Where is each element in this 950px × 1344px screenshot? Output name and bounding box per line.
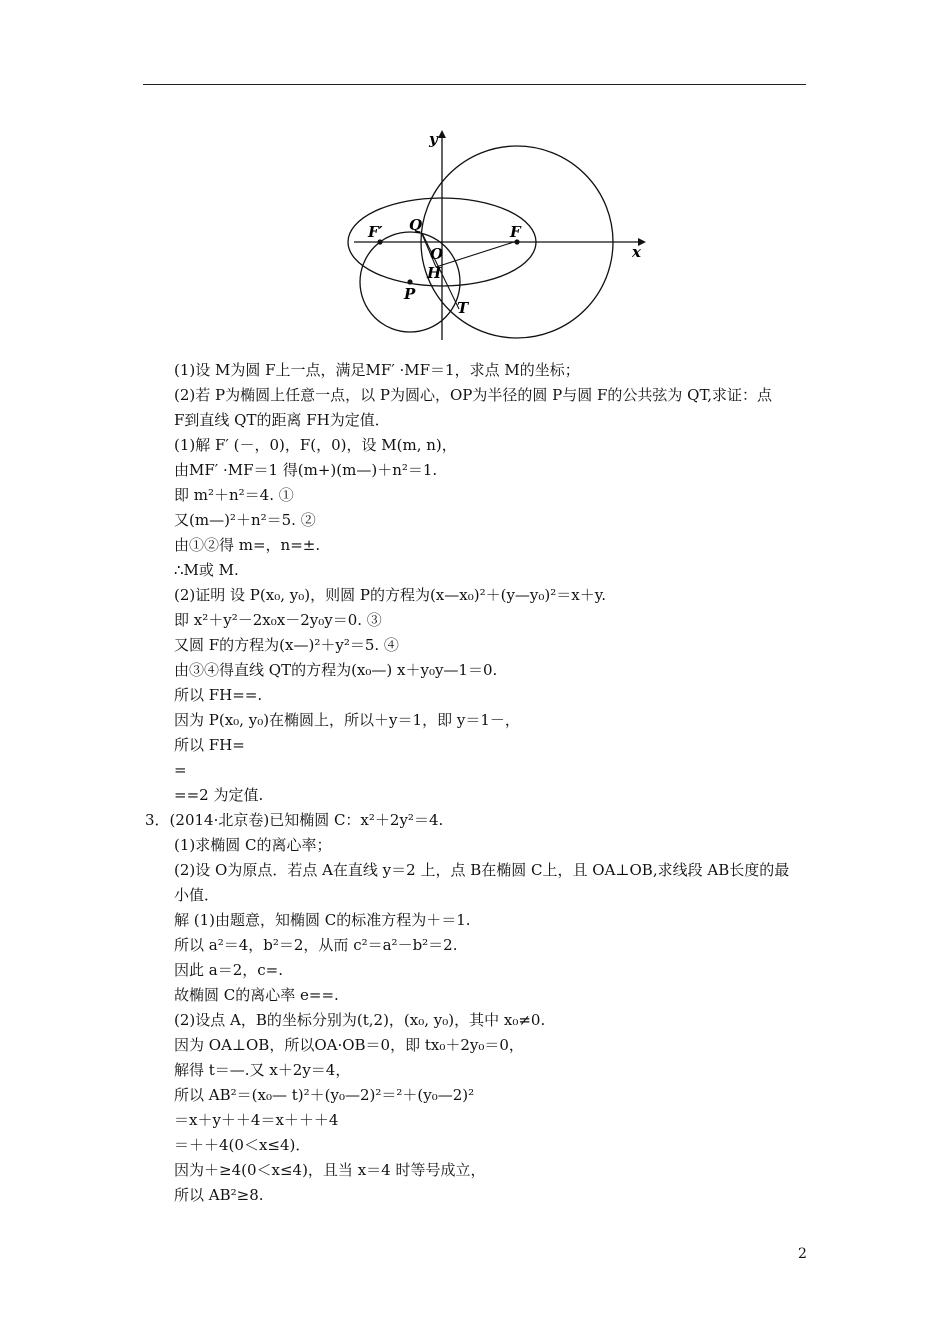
text-line: 所以 FH= [174, 736, 245, 754]
text-line: 由MF′ ·MF＝1 得(m+)(m—)＋n²＝1. [174, 461, 438, 479]
text-line: (1)求椭圆 C的离心率； [174, 836, 332, 854]
point-p [407, 279, 412, 284]
text-line: (2)若 P为椭圆上任意一点，以 P为圆心，OP为半径的圆 P与圆 F的公共弦为 QT,求证：点 [174, 386, 773, 404]
text-line: ∴M或 M. [174, 561, 239, 579]
text-line: 所以 a²＝4，b²＝2，从而 c²＝a²－b²＝2. [174, 936, 458, 954]
text-line: 因为 OA⊥OB，所以OA·OB＝0，即 tx₀＋2y₀＝0， [174, 1036, 524, 1054]
label-h: H [427, 264, 442, 282]
label-y: y [429, 130, 438, 148]
text-line: 所以 AB²＝(x₀— t)²＋(y₀—2)²＝²＋(y₀—2)² [174, 1086, 475, 1104]
label-f-prime: F′ [368, 223, 383, 241]
text-line: 所以 AB²≥8. [174, 1186, 264, 1204]
text-line: 故椭圆 C的离心率 e==. [174, 986, 339, 1004]
text-line: (1)解 F′ (－，0)，F(，0)，设 M(m, n)， [174, 436, 457, 454]
text-line: 解得 t＝—.又 x＋2y＝4， [174, 1061, 351, 1079]
label-x: x [632, 243, 641, 261]
text-line: (2)设 O为原点．若点 A在直线 y＝2 上，点 B在椭圆 C上，且 OA⊥OB,求线段 AB长度的最 [174, 861, 790, 879]
text-line: 解 (1)由题意，知椭圆 C的标准方程为＋＝1. [174, 911, 471, 929]
label-q: Q [409, 216, 423, 234]
text-line: ＝x＋y＋＋4＝x＋＋＋4 [174, 1111, 339, 1129]
text-line: ＝＋＋4(0＜x≤4)． [174, 1136, 311, 1154]
text-line: 即 x²＋y²－2x₀x－2y₀y＝0. ③ [174, 611, 382, 629]
text-line: (2)设点 A，B的坐标分别为(t,2)，(x₀, y₀)，其中 x₀≠0. [174, 1011, 546, 1029]
y-axis-arrow [438, 130, 446, 138]
text-line: 因为＋≥4(0＜x≤4)，且当 x＝4 时等号成立， [174, 1161, 486, 1179]
label-t: T [457, 299, 469, 317]
label-o: O [430, 245, 444, 263]
text-line: 又(m—)²＋n²＝5. ② [174, 511, 316, 529]
ellipse-circles-figure [340, 122, 650, 347]
text-line: 所以 FH==. [174, 686, 263, 704]
label-f: F [510, 223, 521, 241]
text-line: 因此 a＝2，c=. [174, 961, 283, 979]
text-line: 由③④得直线 QT的方程为(x₀—) x＋y₀y—1＝0. [174, 661, 498, 679]
segment-fh [436, 241, 517, 267]
text-line: 即 m²＋n²＝4. ① [174, 486, 294, 504]
label-p: P [404, 285, 416, 303]
text-line: 小值． [174, 886, 220, 904]
text-line: 由①②得 m=，n=±. [174, 536, 321, 554]
text-line: F到直线 QT的距离 FH为定值． [174, 411, 390, 429]
text-line: 因为 P(x₀, y₀)在椭圆上，所以＋y＝1，即 y＝1－， [174, 711, 520, 729]
header-rule [143, 84, 806, 85]
text-line: (1)设 M为圆 F上一点，满足MF′ ·MF＝1，求点 M的坐标； [174, 361, 580, 379]
text-line: (2)证明 设 P(x₀, y₀)，则圆 P的方程为(x—x₀)²＋(y—y₀)²＝x＋y. [174, 586, 606, 604]
text-line: = [174, 761, 187, 779]
text-line: ==2 为定值. [174, 786, 264, 804]
problem-3-heading: 3．(2014·北京卷)已知椭圆 C：x²＋2y²＝4. [145, 811, 444, 829]
text-line: 又圆 F的方程为(x—)²＋y²＝5. ④ [174, 636, 399, 654]
page-number: 2 [798, 1246, 807, 1262]
